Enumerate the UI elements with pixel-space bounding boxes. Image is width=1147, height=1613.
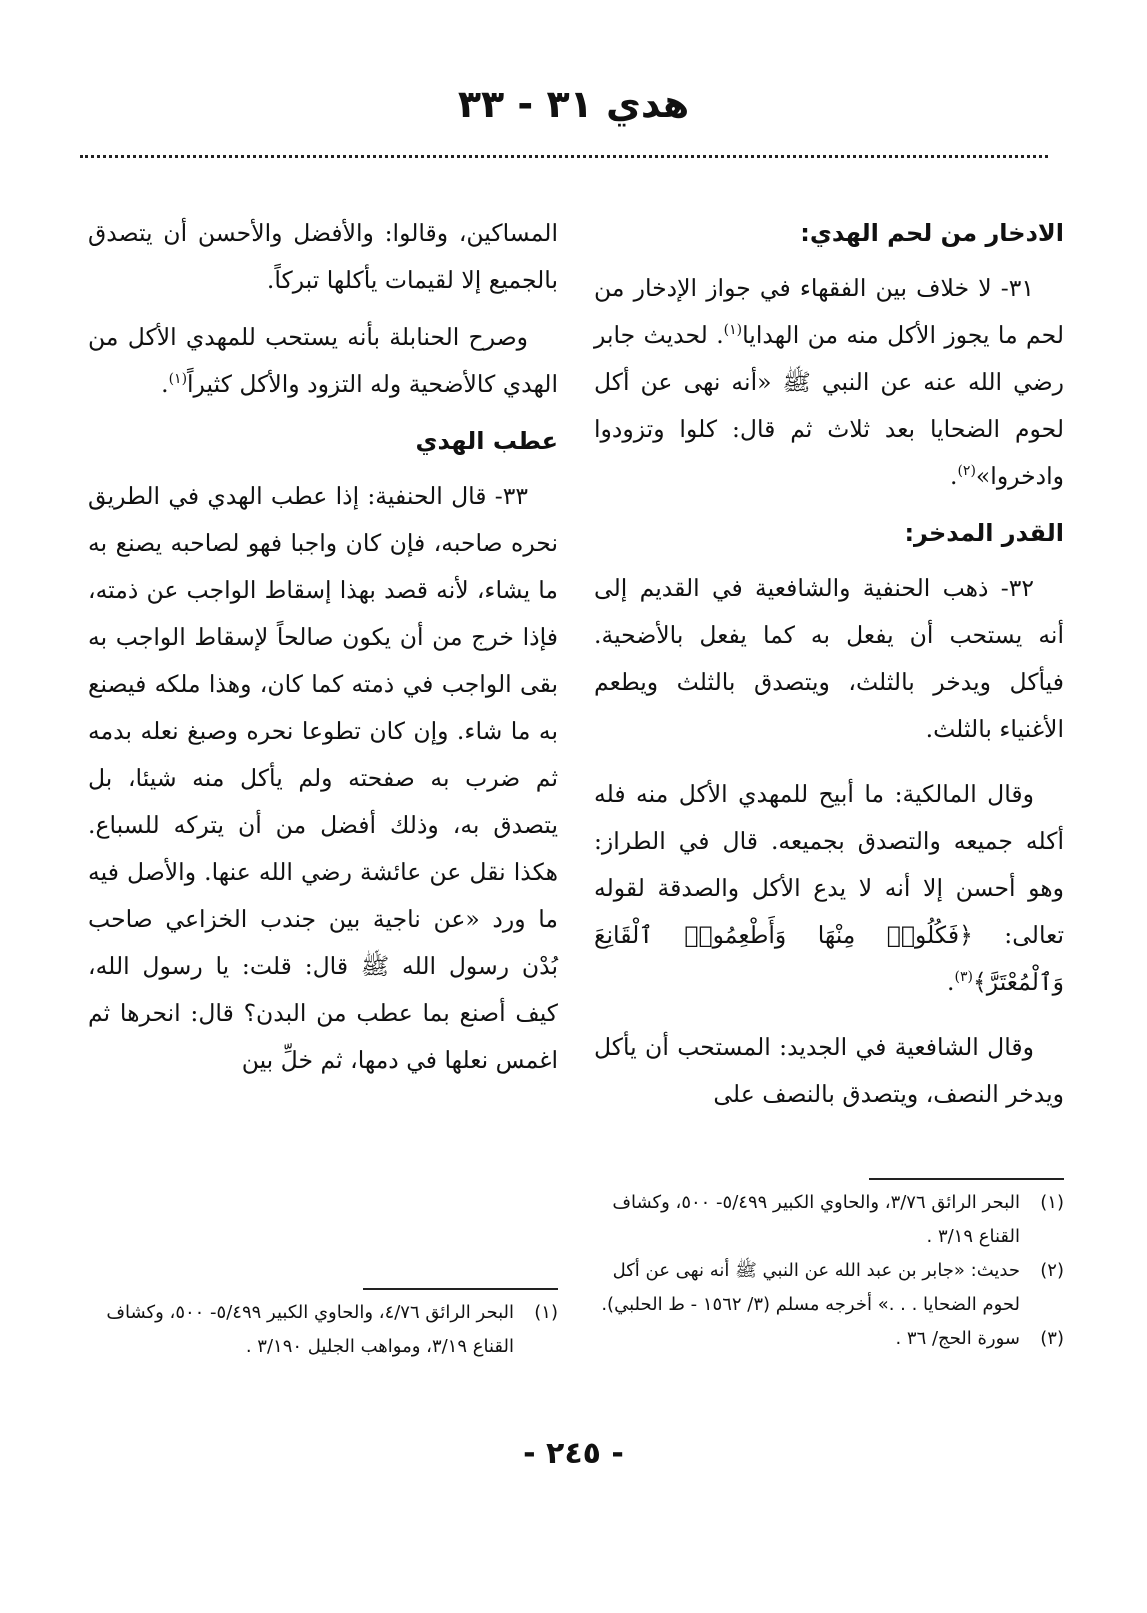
footnote-ref: (١) — [723, 322, 743, 339]
page-header-title: هدي ٣١ - ٣٣ — [457, 82, 690, 126]
header-dotted-divider — [80, 155, 1048, 158]
section-heading-storage: الادخار من لحم الهدي: — [800, 219, 1064, 247]
footnotes-right — [584, 1178, 1064, 1356]
footnote-item: (١) البحر الرائق ٤/٧٦، والحاوي الكبير ٥/٤٩٩- ٥٠٠، وكشاف القناع ٣/١٩، ومواهب الجليل ٣/١٩٠ . — [106, 1302, 558, 1357]
footnote-item: (١) البحر الرائق ٣/٧٦، والحاوي الكبير ٥/٤٩٩- ٥٠٠، وكشاف القناع ٣/١٩ . — [612, 1192, 1064, 1247]
footnote-divider — [363, 1288, 558, 1290]
footnote-ref: (١) — [168, 371, 188, 388]
section-heading-amount: القدر المدخر: — [904, 519, 1064, 547]
page-number: - ٢٤٥ - — [523, 1436, 624, 1471]
paragraph-shafii: وقال الشافعية في الجديد: المستحب أن يأكل ويدخر النصف، ويتصدق بالنصف على — [594, 1033, 1064, 1108]
footnote-divider — [869, 1178, 1064, 1180]
paragraph-32: ٣٢- ذهب الحنفية والشافعية في القديم إلى أنه يستحب أن يفعل به كما يفعل بالأضحية. فيأكل ويدخر بالثلث، ويتصدق بالثلث ويطعم الأغنياء بالثلث. — [594, 574, 1064, 743]
left-column — [88, 210, 558, 1094]
paragraph-hanbali: وصرح الحنابلة بأنه يستحب للمهدي الأكل من الهدي كالأضحية وله التزود والأكل كثيراً$^{(١)}$. — [88, 323, 558, 398]
paragraph-33: ٣٣- قال الحنفية: إذا عطب الهدي في الطريق نحره صاحبه، فإن كان واجبا فهو لصاحبه يصنع به ما يشاء، لأنه قصد بهذا إسقاط الواجب عن ذمته، فإذا خرج من أن يكون صالحاً لإسقاط الواجب به بقى الواجب في ذمته كما كان، وهذا ملكه فيصنع به ما شاء. وإن كان تطوعا نحره وصبغ نعله بدمه ثم ضرب به صفحته ولم يأكل منه شيئا، بل يتصدق به، وذلك أفضل من أن يتركه للسباع. هكذا نقل عن عائشة رضي الله عنها. والأصل فيه ما ورد «عن ناجية بين جندب الخزاعي صاحب بُدْن رسول الله ﷺ قال: قلت: يا رسول الله، كيف أصنع بما عطب من البدن؟ قال: انحرها ثم اغمس نعلها في دمها، ثم خلِّ بين — [88, 482, 558, 1074]
paragraph-31: ٣١- لا خلاف بين الفقهاء في جواز الإدخار من لحم ما يجوز الأكل منه من الهدايا$^{(١)}$. لحديث جابر رضي الله عنه عن النبي ﷺ «أنه نهى عن أكل لحوم الضحايا بعد ثلاث ثم قال: كلوا وتزودوا وادخروا»$^{(٢)}$. — [594, 274, 1064, 490]
section-heading-damaged: عطب الهدي — [415, 427, 558, 455]
paragraph-continuation: المساكين، وقالوا: والأفضل والأحسن أن يتصدق بالجميع إلا لقيمات يأكلها تبركاً. — [88, 219, 558, 294]
footnotes-left — [88, 1288, 558, 1364]
footnote-item: (٢) حديث: «جابر بن عبد الله عن النبي ﷺ أنه نهى عن أكل لحوم الضحايا . . .» أخرجه مسلم (٣/ ١٥٦٢ - ط الحلبي). — [601, 1260, 1064, 1315]
paragraph-maliki: وقال المالكية: ما أبيح للمهدي الأكل منه فله أكله جميعه والتصدق بجميعه. قال في الطراز: وهو أحسن إلا أنه لا يدع الأكل والصدقة لقوله تعالى: ﴿فَكُلُوا۟ مِنْهَا وَأَطْعِمُوا۟ ٱلْقَانِعَ وَٱلْمُعْتَرَّ﴾$^{(٣)}$. — [594, 780, 1064, 996]
footnote-item: (٣) سورة الحج/ ٣٦ . — [895, 1328, 1064, 1349]
footnote-ref: (٢) — [957, 463, 976, 480]
footnote-ref: (٣) — [954, 969, 973, 986]
right-column — [594, 210, 1064, 1128]
